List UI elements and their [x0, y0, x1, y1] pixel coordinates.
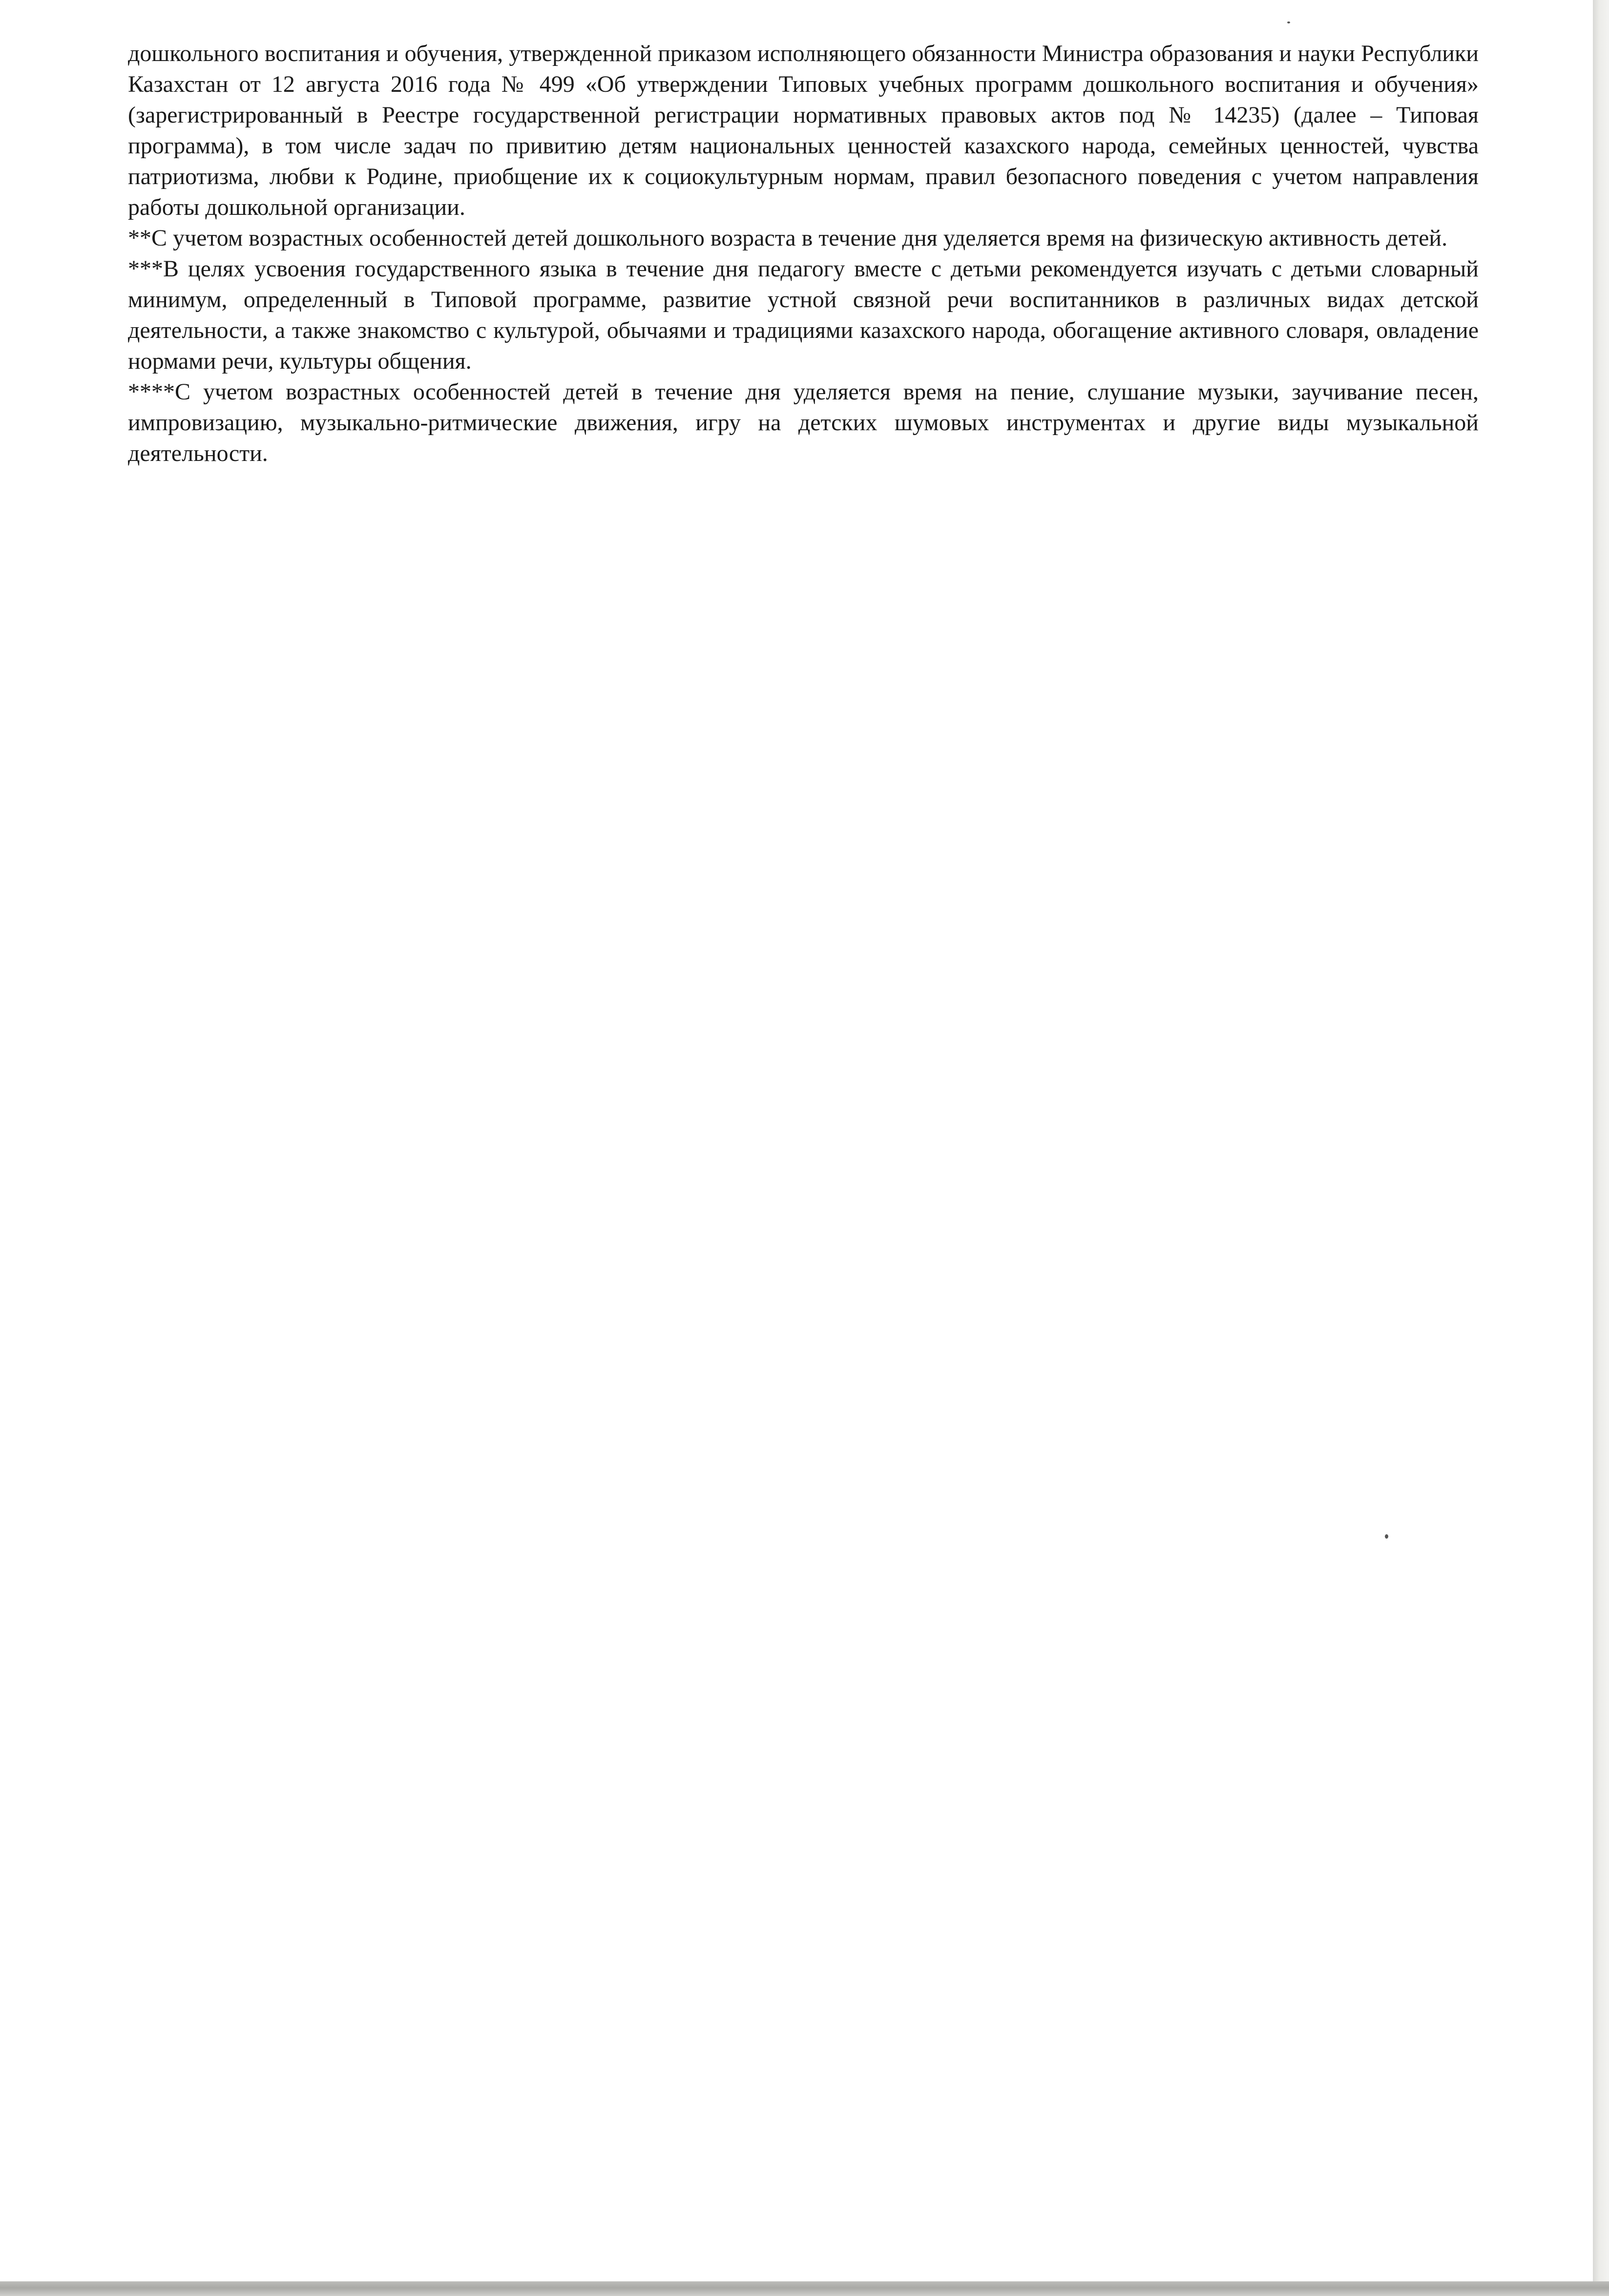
- scan-bottom-edge: [0, 2281, 1609, 2296]
- scan-speck: [1287, 21, 1290, 23]
- scan-speck: [1385, 1534, 1388, 1539]
- footnote-physical-activity: **С учетом возрастных особенностей детей дошкольного возраста в течение дня уделяется время на физическую активность детей.: [128, 225, 1448, 251]
- paragraph-continuation: дошкольного воспитания и обучения, утвержденной приказом исполняющего обязанности Министра образования и науки Республики Казахстан от 12 августа 2016 года № 499 «Об утверждении Типовых учебных программ дошкольного воспитания и обучения» (зарегистрированный в Реестре государственной регистрации нормативных правовых актов под № 14235) (далее – Типовая программа), в том числе задач по привитию детям национальных ценностей казахского народа, семейных ценностей, чувства патриотизма, любви к Родине, приобщение их к социокультурным нормам, правил безопасного поведения с учетом направления работы дошкольной организации.: [128, 41, 1479, 220]
- footnotes-text: [128, 38, 1479, 469]
- footnote-state-language: ***В целях усвоения государственного языка в течение дня педагогу вместе с детьми рекомендуется изучать с детьми словарный минимум, определенный в Типовой программе, развитие устной связной речи воспитанников в различных видах детской деятельности, а также знакомство с культурой, обычаями и традициями казахского народа, обогащение активного словаря, овладение нормами речи, культуры общения.: [128, 256, 1479, 374]
- footnote-music-activity: ****С учетом возрастных особенностей детей в течение дня уделяется время на пение, слушание музыки, заучивание песен, импровизацию, музыкально-ритмические движения, игру на детских шумовых инструментах и другие виды музыкальной деятельности.: [128, 379, 1479, 466]
- scan-right-edge: [1593, 0, 1609, 2296]
